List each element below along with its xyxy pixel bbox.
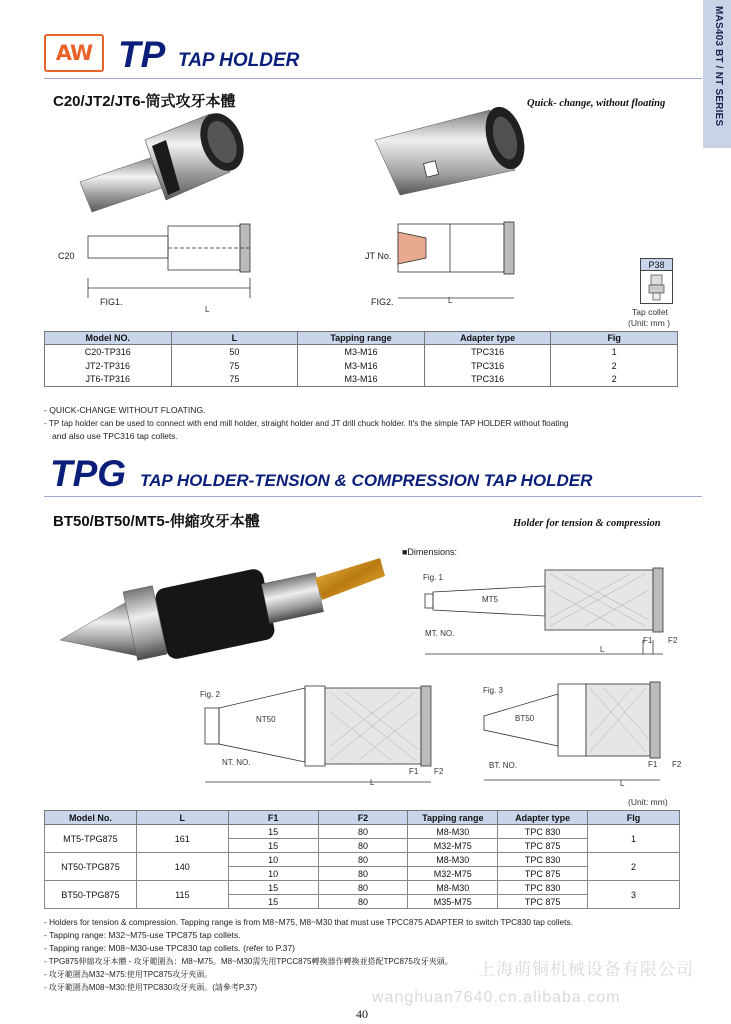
tp-fig2-label: FIG2. [371, 297, 394, 307]
table-row [45, 853, 680, 867]
tp-unit-label: (Unit: mm ) [628, 318, 671, 328]
tpg-note: - TPG875伸縮攻牙本體 - 攻牙範圍為：M8~M75。M8~M30需先用TPCC875轉換器作轉換並搭配TPC875攻牙夾頭。 [44, 957, 453, 966]
tpg-fig2-f2: F2 [434, 767, 444, 776]
tp-tap-collet-label: Tap collet [632, 307, 668, 317]
tpg-fig3-label: Fig. 3 [483, 686, 504, 695]
tpg-subheading: BT50/BT50/MT5-伸縮攻牙本體 [53, 513, 260, 530]
tpg-fig2-l: L [370, 778, 375, 787]
tpg-cell: 80 [318, 867, 408, 881]
tp-cell: C20-TP316 [45, 345, 172, 359]
tp-jt-photo [370, 100, 540, 200]
tp-spec-table [44, 331, 678, 387]
tpg-cell: 80 [318, 881, 408, 895]
tpg-cell: M8-M30 [408, 853, 498, 867]
tpg-note: - Holders for tension & compression. Tapping range is from M8~M75, M8~M30 that must use TPCC875 ADAPTER to switch TPC830 tap collets. [44, 917, 573, 927]
tpg-mt5-label: MT5 [482, 595, 498, 604]
tpg-cell: TPC 875 [498, 895, 588, 909]
table-row [45, 881, 680, 895]
tp-divider [44, 78, 702, 79]
tpg-th-f2: F2 [318, 811, 408, 825]
tpg-cell: M32-M75 [408, 867, 498, 881]
tpg-cell: M32-M75 [408, 839, 498, 853]
tpg-fig2-f1: F1 [409, 767, 419, 776]
tp-jtno-label: JT No. [365, 251, 392, 261]
tpg-subtitle-right: Holder for tension & compression [513, 518, 661, 529]
tpg-dimensions-label: ■Dimensions: [402, 547, 457, 557]
tp-c20-photo [70, 100, 260, 220]
tpg-cell: 15 [228, 825, 318, 839]
tpg-th-l: L [136, 811, 228, 825]
tpg-model-cell: NT50-TPG875 [45, 853, 137, 881]
tp-cell: 1 [551, 345, 678, 359]
tp-cell: 75 [171, 359, 298, 373]
tpg-model-cell: BT50-TPG875 [45, 881, 137, 909]
tp-note: and also use TPC316 tap collets. [52, 431, 178, 441]
tp-cell: TPC316 [424, 359, 551, 373]
tpg-fig-cell: 2 [588, 853, 680, 881]
tp-cell: M3-M16 [298, 373, 425, 387]
tp-cell: TPC316 [424, 373, 551, 387]
brand-logo [44, 34, 104, 72]
tp-subtitle-right: Quick- change, without floating [527, 98, 666, 109]
tpg-l-cell: 161 [136, 825, 228, 853]
tpg-cell: 80 [318, 825, 408, 839]
tpg-ntno-label: NT. NO. [222, 758, 251, 767]
tpg-th-adapter: Adapter type [498, 811, 588, 825]
tpg-fig3-f1: F1 [648, 760, 658, 769]
tp-cell: 2 [551, 359, 678, 373]
tpg-cell: 80 [318, 895, 408, 909]
tpg-fig1-drawing [415, 562, 685, 662]
tpg-cell: 80 [318, 839, 408, 853]
tpg-note: - Tapping range: M32~M75-use TPC875 tap collets. [44, 930, 241, 940]
tpg-cell: 15 [228, 895, 318, 909]
tpg-spec-table [44, 810, 680, 909]
tp-notes [44, 404, 568, 443]
tpg-cell: 80 [318, 853, 408, 867]
tpg-btno-label: BT. NO. [489, 761, 518, 770]
tpg-bt50-label: BT50 [515, 714, 535, 723]
tp-cell: JT6-TP316 [45, 373, 172, 387]
tp-cell: M3-M16 [298, 345, 425, 359]
tpg-cell: TPC 830 [498, 881, 588, 895]
tpg-cell: 15 [228, 839, 318, 853]
tp-fig1-label: FIG1. [100, 297, 123, 307]
tpg-subtitle: TAP HOLDER-TENSION & COMPRESSION TAP HOLDER [140, 471, 593, 490]
tpg-fig1-f1: F1 [643, 636, 653, 645]
tpg-cell: TPC 875 [498, 867, 588, 881]
watermark-url: wanghuan7640.cn.alibaba.com [372, 989, 621, 1006]
tpg-cell: M35-M75 [408, 895, 498, 909]
table-row [45, 373, 678, 387]
tpg-unit-label: (Unit: mm) [628, 797, 668, 807]
tpg-th-range: Tapping range [408, 811, 498, 825]
tpg-title: TPG [50, 453, 127, 494]
tpg-model-cell: MT5-TPG875 [45, 825, 137, 853]
tpg-note: - 攻牙範圍為M32~M75:使用TPC875攻牙夾頭。 [44, 970, 213, 979]
tp-fig1-l: L [205, 305, 210, 314]
tp-cell: 2 [551, 373, 678, 387]
tp-collet-box [640, 258, 673, 304]
tp-subheading: C20/JT2/JT6-筒式攻牙本體 [53, 93, 236, 110]
tpg-fig1-f2: F2 [668, 636, 678, 645]
tp-cell: 75 [171, 373, 298, 387]
tpg-fig1-l: L [600, 645, 605, 654]
tp-cell: TPC316 [424, 345, 551, 359]
tp-c20-label: C20 [58, 251, 75, 261]
tp-title: TP [118, 34, 166, 75]
tpg-l-cell: 115 [136, 881, 228, 909]
tp-th-adapter: Adapter type [424, 332, 551, 345]
tpg-divider [44, 496, 702, 497]
tpg-fig-cell: 1 [588, 825, 680, 853]
tp-cell: M3-M16 [298, 359, 425, 373]
tp-cell: 50 [171, 345, 298, 359]
tp-fig1-drawing [50, 218, 300, 318]
table-row [45, 359, 678, 373]
brand-logo-text: AW [55, 41, 93, 65]
tpg-cell: TPC 875 [498, 839, 588, 853]
tpg-fig3-f2: F2 [672, 760, 682, 769]
tp-collet-icon [641, 271, 672, 303]
tpg-cell: 10 [228, 853, 318, 867]
tpg-th-model: Model No. [45, 811, 137, 825]
tpg-note: - 攻牙範圍為M08~M30:使用TPC830攻牙夾頭。(請參考P.37) [44, 983, 258, 992]
tpg-fig-cell: 3 [588, 881, 680, 909]
tp-fig2-drawing [390, 218, 530, 318]
table-row [45, 825, 680, 839]
tp-th-model: Model NO. [45, 332, 172, 345]
tpg-fig2-label: Fig. 2 [200, 690, 221, 699]
tp-th-fig: Fig [551, 332, 678, 345]
tpg-mtno-label: MT. NO. [425, 629, 455, 638]
tp-cell: JT2-TP316 [45, 359, 172, 373]
tpg-note: - Tapping range: M08~M30-use TPC830 tap collets. (refer to P.37) [44, 943, 296, 953]
tpg-cell: 10 [228, 867, 318, 881]
tpg-cell: M8-M30 [408, 881, 498, 895]
tpg-fig1-label: Fig. 1 [423, 573, 444, 582]
tp-subtitle: TAP HOLDER [178, 50, 300, 71]
tpg-product-photo [60, 548, 390, 668]
tpg-cell: M8-M30 [408, 825, 498, 839]
tpg-th-fig: Flg [588, 811, 680, 825]
watermark-company: 上海萌铜机械设备有限公司 [478, 960, 694, 979]
tp-note: - QUICK-CHANGE WITHOUT FLOATING. [44, 405, 206, 415]
tpg-cell: TPC 830 [498, 825, 588, 839]
table-row [45, 345, 678, 359]
series-tab [703, 0, 731, 148]
page-number: 40 [356, 1007, 368, 1021]
tp-note: - TP tap holder can be used to connect with end mill holder, straight holder and JT drill chuck holder. It's the simple TAP HOLDER without floating [44, 419, 569, 428]
series-tab-label: MAS403 BT / NT SERIES [713, 6, 724, 127]
tp-fig2-l: L [448, 296, 453, 305]
tpg-th-f1: F1 [228, 811, 318, 825]
tpg-nt50-label: NT50 [256, 715, 276, 724]
tpg-fig3-l: L [620, 779, 625, 788]
tp-th-l: L [171, 332, 298, 345]
tpg-cell: 15 [228, 881, 318, 895]
tpg-l-cell: 140 [136, 853, 228, 881]
tp-p38-label: P38 [641, 259, 672, 271]
tp-th-range: Tapping range [298, 332, 425, 345]
tpg-cell: TPC 830 [498, 853, 588, 867]
